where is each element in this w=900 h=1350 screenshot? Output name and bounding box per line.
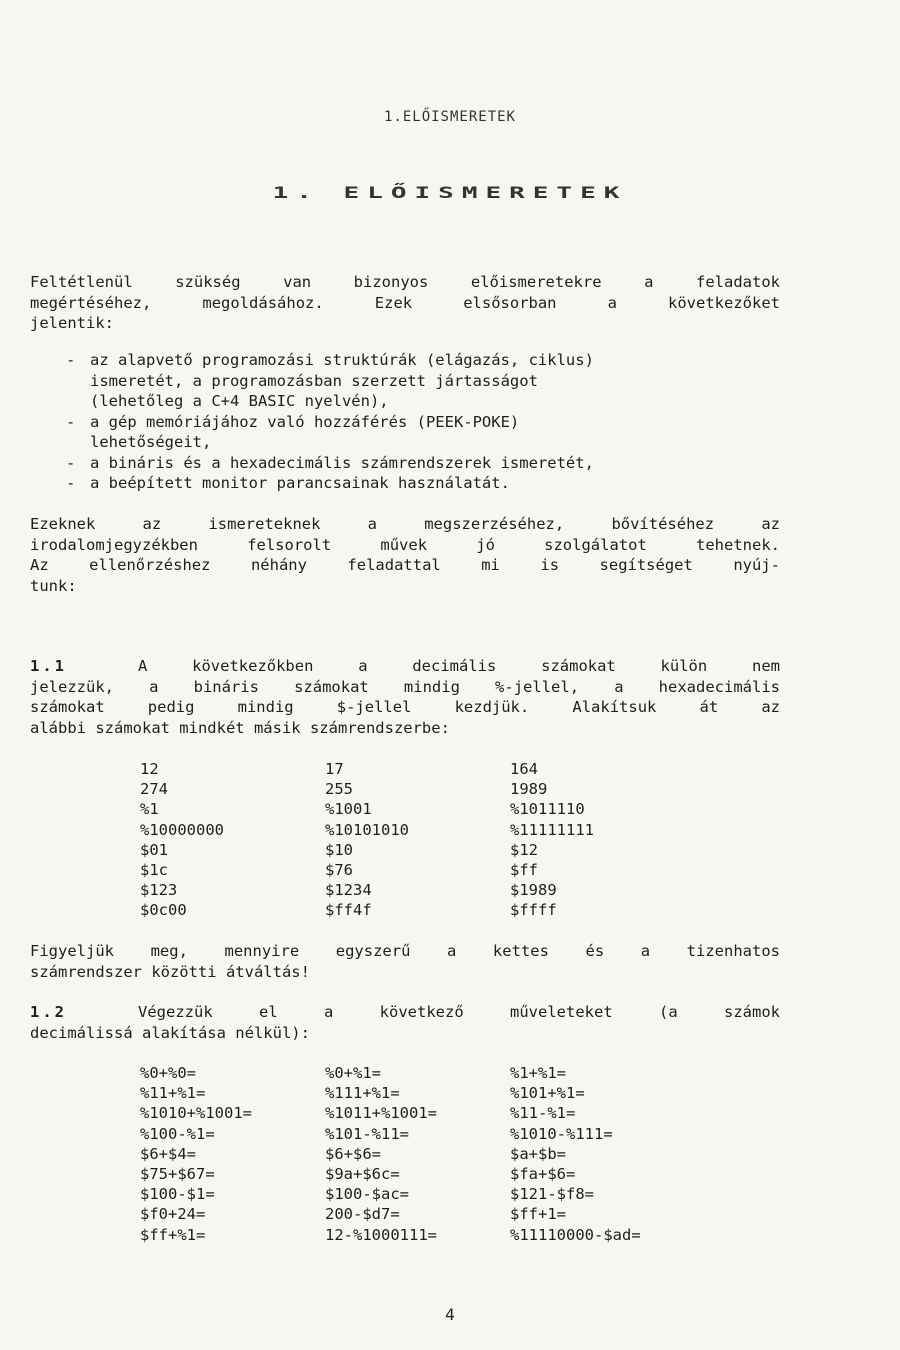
table-cell: $123 — [140, 881, 178, 900]
task-number: 1.2 — [30, 1003, 67, 1021]
table-cell: %1+%1= — [510, 1064, 566, 1082]
closing-line: Az ellenőrzéshez néhány feladattal mi is segítséget nyúj- — [30, 556, 780, 574]
table-cell: 1989 — [510, 780, 548, 799]
table-cell: 200-$d7= — [325, 1205, 400, 1224]
task-1-1 — [30, 656, 780, 738]
table-cell: $ff — [510, 861, 538, 880]
task-1-2 — [30, 1002, 780, 1043]
bullet-dash: - — [66, 474, 76, 492]
table-cell: %1011+%1001= — [325, 1104, 437, 1123]
table-cell: $ff+%1= — [140, 1225, 206, 1244]
table-cell: $1989 — [510, 881, 557, 900]
table-cell: %11-%1= — [510, 1104, 576, 1123]
table-cell: $6+$4= — [140, 1144, 196, 1163]
table-cell: $1c — [140, 861, 168, 880]
note-line: Figyeljük meg, mennyire egyszerű a kettes és a tizenhatos — [30, 942, 780, 960]
list-item — [66, 453, 756, 474]
table-cell: $10 — [325, 840, 353, 859]
table-cell: %100-%1= — [140, 1124, 215, 1143]
table-cell: $1234 — [325, 881, 372, 900]
task-line: A következőkben a decimális számokat külön nem — [138, 657, 780, 675]
intro-paragraph — [30, 272, 780, 334]
list-item-line: a gép memóriájához való hozzáférés (PEEK-POKE) — [90, 412, 520, 431]
list-item-line: a beépített monitor parancsainak használatát. — [90, 474, 510, 492]
table-cell: $76 — [325, 861, 353, 880]
intro-line: megértéséhez, megoldásához. Ezek elsősorban a következőket — [30, 293, 780, 312]
table-cell: %1010+%1001= — [140, 1104, 252, 1123]
table-cell: $9a+$6c= — [325, 1165, 400, 1184]
table-cell: $f0+24= — [140, 1205, 206, 1224]
table-cell: %1010-%111= — [510, 1124, 613, 1143]
list-item — [66, 473, 756, 494]
conversion-table — [140, 759, 700, 921]
prerequisite-list — [66, 350, 756, 494]
running-head: 1.ELŐISMERETEK — [383, 109, 516, 125]
table-cell: $ffff — [510, 901, 557, 920]
table-cell: %0+%0= — [140, 1064, 196, 1082]
list-item — [66, 350, 756, 412]
table-cell: %0+%1= — [325, 1064, 381, 1082]
intro-line: jelentik: — [30, 314, 114, 332]
closing-line: tunk: — [30, 576, 77, 595]
table-cell: 17 — [325, 760, 344, 778]
task-line: decimálissá alakítása nélkül): — [30, 1023, 310, 1042]
table-cell: 12-%1000111= — [325, 1225, 437, 1244]
page-number: 4 — [445, 1305, 455, 1324]
list-item — [66, 412, 756, 453]
task-line: alábbi számokat mindkét másik számrendszerbe: — [30, 718, 450, 737]
table-cell: %1 — [140, 800, 159, 819]
task-line: jelezzük, a bináris számokat mindig %-jellel, a hexadecimális — [30, 677, 780, 696]
table-cell: $0c00 — [140, 901, 187, 920]
operations-table — [140, 1063, 700, 1245]
table-cell: %101-%11= — [325, 1124, 409, 1143]
table-cell: %111+%1= — [325, 1084, 400, 1103]
task-number: 1.1 — [30, 657, 67, 675]
table-cell: $ff4f — [325, 901, 372, 920]
closing-paragraph — [30, 514, 780, 596]
table-cell: 274 — [140, 780, 168, 799]
closing-line: irodalomjegyzékben felsorolt művek jó szolgálatot tehetnek. — [30, 535, 780, 554]
chapter-title: 1. ELŐISMERETEK — [272, 184, 628, 202]
table-cell: %11+%1= — [140, 1084, 206, 1103]
list-item-line: (lehetőleg a C+4 BASIC nyelvén), — [90, 392, 389, 410]
table-cell: $12 — [510, 840, 538, 859]
table-cell: %1001 — [325, 800, 372, 819]
task-line: számokat pedig mindig $-jellel kezdjük. Alakítsuk át az — [30, 698, 780, 716]
table-cell: 164 — [510, 760, 538, 778]
table-cell: %10000000 — [140, 820, 224, 839]
bullet-dash: - — [66, 412, 76, 431]
bullet-dash: - — [66, 453, 76, 472]
closing-line: Ezeknek az ismereteknek a megszerzéséhez, bővítéséhez az — [30, 515, 780, 533]
table-cell: %1011110 — [510, 800, 585, 819]
table-cell: $121-$f8= — [510, 1185, 594, 1204]
table-cell: $75+$67= — [140, 1165, 215, 1184]
list-item-line: az alapvető programozási struktúrák (elágazás, ciklus) — [90, 351, 594, 369]
table-cell: $fa+$6= — [510, 1165, 576, 1184]
table-cell: %101+%1= — [510, 1084, 585, 1103]
table-cell: %11111111 — [510, 820, 594, 839]
note-line: számrendszer közötti átváltás! — [30, 962, 310, 981]
table-cell: $6+$6= — [325, 1144, 381, 1163]
list-item-line: ismeretét, a programozásban szerzett jártasságot — [90, 371, 538, 390]
table-cell: %11110000-$ad= — [510, 1225, 641, 1244]
task-line: Végezzük el a következő műveleteket (a számok — [138, 1003, 780, 1021]
note-paragraph — [30, 941, 780, 982]
table-cell: 12 — [140, 760, 159, 778]
list-item-line: lehetőségeit, — [90, 433, 212, 451]
intro-line: Feltétlenül szükség van bizonyos előismeretekre a feladatok — [30, 273, 780, 291]
table-cell: $100-$ac= — [325, 1185, 409, 1204]
bullet-dash: - — [66, 351, 76, 369]
list-item-line: a bináris és a hexadecimális számrendszerek ismeretét, — [90, 453, 594, 472]
table-cell: $a+$b= — [510, 1144, 566, 1163]
table-cell: $100-$1= — [140, 1185, 215, 1204]
table-cell: 255 — [325, 780, 353, 799]
table-cell: $01 — [140, 840, 168, 859]
table-cell: %10101010 — [325, 820, 409, 839]
table-cell: $ff+1= — [510, 1205, 566, 1224]
